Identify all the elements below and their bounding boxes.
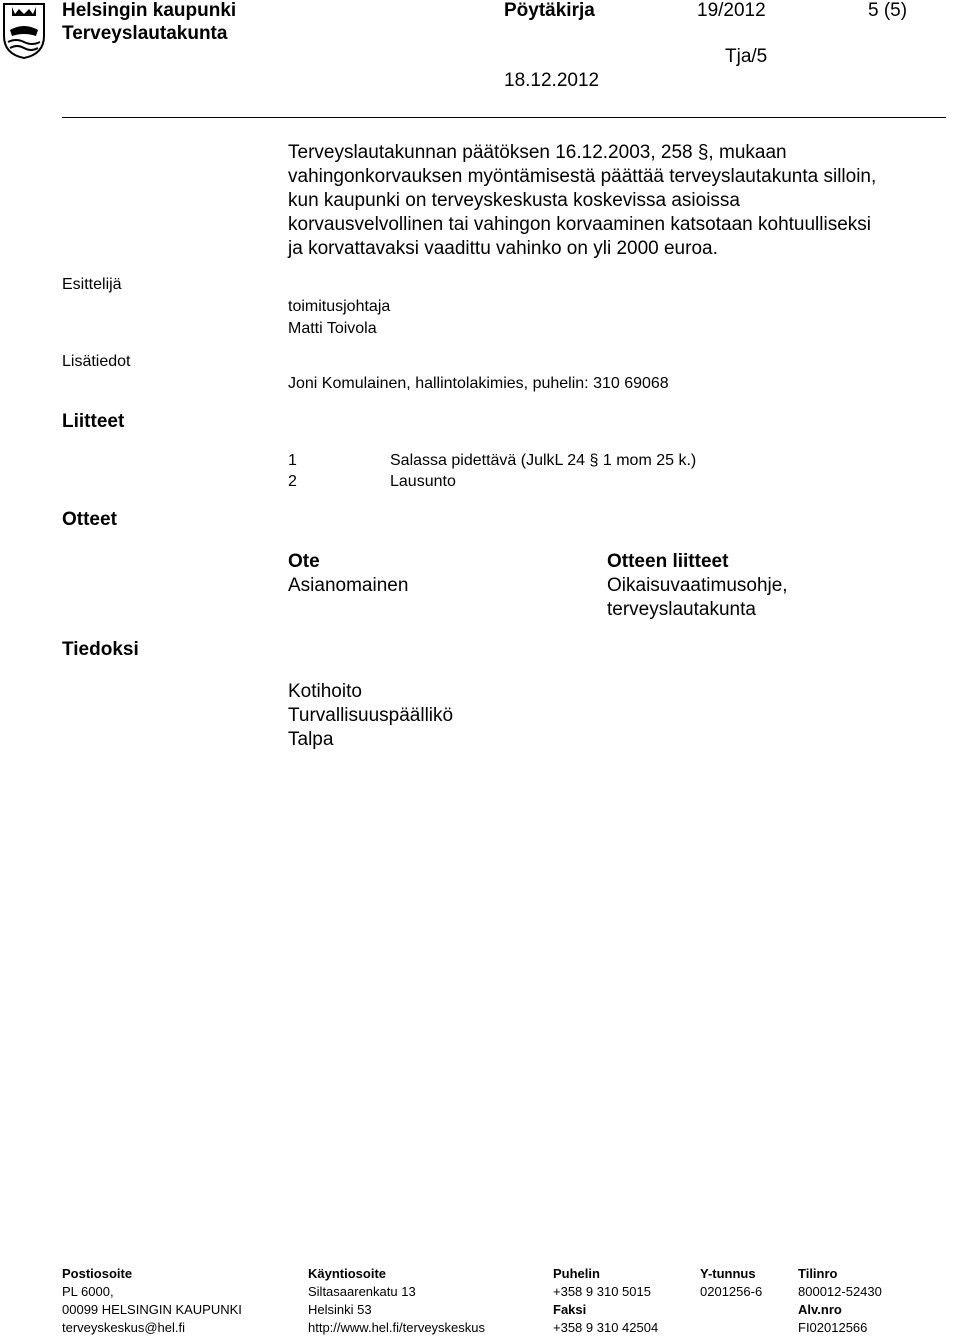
extract-col1-value: Asianomainen	[288, 575, 409, 596]
footer-phone	[553, 1265, 658, 1337]
footer-line: 800012-52430	[798, 1284, 882, 1299]
footer-visiting	[308, 1265, 485, 1337]
extract-column-recipient	[288, 550, 408, 598]
recipient-item: Kotihoito	[288, 681, 362, 702]
doc-type: Pöytäkirja	[504, 0, 595, 21]
recipient-item: Turvallisuuspäällikö	[288, 705, 454, 726]
extracts-label: Otteet	[62, 509, 117, 530]
doc-number: 19/2012	[697, 0, 766, 21]
presenter-block	[288, 296, 390, 340]
footer-line: +358 9 310 5015	[553, 1284, 651, 1299]
footer-line: Helsinki 53	[308, 1302, 372, 1317]
footer-website: http://www.hel.fi/terveyskeskus	[308, 1320, 486, 1335]
footer-email: terveyskeskus@hel.fi	[62, 1320, 186, 1335]
footer-line: FI02012566	[798, 1320, 868, 1335]
meeting-date: 18.12.2012	[504, 70, 600, 91]
attachment-num: 1	[288, 452, 297, 469]
helsinki-coat-of-arms-icon	[2, 2, 46, 60]
footer-line: +358 9 310 42504	[553, 1320, 659, 1335]
org-name: Helsingin kaupunki	[62, 0, 237, 21]
attachment-num: 2	[288, 473, 297, 490]
extract-col1-header: Ote	[288, 551, 320, 572]
paragraph-line: ja korvattavaksi vaadittu vahinko on yli 2000 euroa.	[288, 238, 718, 259]
paragraph-line: korvausvelvollinen tai vahingon korvaaminen katsotaan kohtuulliseksi	[288, 214, 871, 235]
for-information-label: Tiedoksi	[62, 639, 139, 660]
attachment-text: Lausunto	[390, 473, 456, 490]
org-unit: Terveyslautakunta	[62, 23, 228, 44]
recipient-item: Talpa	[288, 729, 334, 750]
footer-header: Faksi	[553, 1302, 587, 1317]
footer-line: 00099 HELSINGIN KAUPUNKI	[62, 1302, 242, 1317]
page-number: 5 (5)	[868, 0, 908, 21]
footer-line: Siltasaarenkatu 13	[308, 1284, 416, 1299]
extract-col2-value-line: Oikaisuvaatimusohje,	[607, 575, 788, 596]
footer-header: Y-tunnus	[700, 1266, 756, 1281]
further-info-text: Joni Komulainen, hallintolakimies, puhelin: 310 69068	[288, 375, 669, 392]
footer-header: Postiosoite	[62, 1266, 133, 1281]
header-rule	[62, 117, 946, 118]
paragraph-line: kun kaupunki on terveyskeskusta koskevissa asioissa	[288, 190, 741, 211]
further-info-label: Lisätiedot	[62, 353, 131, 370]
paragraph-line: Terveyslautakunnan päätöksen 16.12.2003, 258 §, mukaan	[288, 142, 787, 163]
extract-column-attachments	[607, 550, 788, 622]
footer-business-id	[700, 1265, 762, 1301]
footer-account	[798, 1265, 882, 1337]
footer-header: Käyntiosoite	[308, 1266, 387, 1281]
footer-header: Tilinro	[798, 1266, 838, 1281]
presenter-label: Esittelijä	[62, 276, 122, 293]
presenter-name: Matti Toivola	[288, 320, 377, 337]
footer-header: Alv.nro	[798, 1302, 842, 1317]
footer-line: PL 6000,	[62, 1284, 114, 1299]
presenter-title: toimitusjohtaja	[288, 298, 391, 315]
for-information-list	[288, 680, 453, 752]
footer-header: Puhelin	[553, 1266, 600, 1281]
footer-line: 0201256-6	[700, 1284, 763, 1299]
attachment-text: Salassa pidettävä (JulkL 24 § 1 mom 25 k.)	[390, 452, 697, 469]
extract-col2-value-line: terveyslautakunta	[607, 599, 756, 620]
extract-col2-header: Otteen liitteet	[607, 551, 729, 572]
section-code: Tja/5	[725, 46, 768, 67]
attachments-label: Liitteet	[62, 411, 125, 432]
decision-paragraph	[288, 141, 876, 261]
footer-postal	[62, 1265, 242, 1337]
paragraph-line: vahingonkorvauksen myöntämisestä päättää terveyslautakunta silloin,	[288, 166, 877, 187]
